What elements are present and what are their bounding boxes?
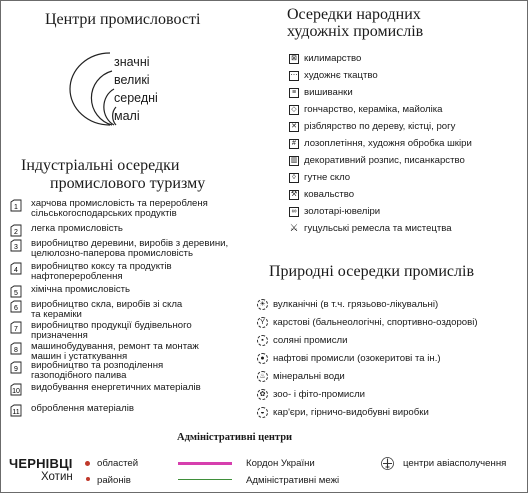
karst-icon: Y bbox=[257, 317, 268, 328]
natural-item: ♨ мінеральні води bbox=[257, 371, 345, 382]
forging-icon: ⚒ bbox=[290, 191, 298, 198]
folk-item: ∞ золотарі-ювеліри bbox=[289, 206, 380, 217]
folk-item: ⋯ художнє ткацтво bbox=[290, 70, 378, 81]
industrial-item: 7 виробництво продукції будівельного призначення bbox=[10, 321, 270, 345]
svg-text:8: 8 bbox=[14, 347, 18, 354]
folk-item: ⊠ килимарство bbox=[289, 53, 361, 64]
hutsul-icon: ⚔ bbox=[289, 223, 299, 234]
weaving-icon: ⋯ bbox=[290, 72, 298, 79]
natural-item: ◒ кар'єри, гірничо-видобувні виробки bbox=[257, 407, 429, 418]
natural-item: ✿ зоо- і фіто-промисли bbox=[257, 389, 365, 400]
size-medium: середні bbox=[114, 91, 158, 105]
arc-large bbox=[91, 71, 112, 125]
glass-icon: ◊ bbox=[289, 173, 299, 183]
arc-significant bbox=[70, 53, 110, 125]
raion-label: районів bbox=[97, 475, 131, 486]
folk-item: ✕ різблярство по дереву, кістці, рогу bbox=[289, 121, 455, 132]
folk-item: ⚔ гуцульські ремесла та мистецтва bbox=[289, 223, 452, 234]
quarry-icon: ◒ bbox=[257, 407, 268, 418]
airport-label: центри авіасполучення bbox=[403, 458, 507, 469]
volcanic-icon: ☀ bbox=[257, 299, 268, 310]
painting-icon: ▥ bbox=[290, 157, 298, 164]
number-marker-icon bbox=[10, 300, 22, 313]
industrial-item: 8 машинобудування, ремонт та монтаж машин і устаткування bbox=[10, 342, 270, 366]
industrial-item: 9 виробництво та розподілення газоподібного палива bbox=[10, 361, 270, 385]
svg-text:11: 11 bbox=[12, 409, 20, 416]
natural-item: ☀ вулканічні (в т.ч. грязьово-лікувальні) bbox=[257, 299, 438, 310]
industrial-item: 11 оброблення матеріалів bbox=[10, 404, 270, 418]
embroidery-icon: ≡ bbox=[289, 88, 299, 98]
natural-item: ▪ соляні промисли bbox=[257, 335, 348, 346]
folk-title-line1: Осередки народних bbox=[287, 6, 421, 23]
raion-example: Хотин bbox=[41, 471, 73, 483]
woodcarving-icon: ✕ bbox=[289, 122, 299, 132]
oblast-example: ЧЕРНІВЦІ bbox=[9, 456, 73, 471]
size-small: малі bbox=[114, 109, 140, 123]
svg-text:3: 3 bbox=[14, 244, 18, 251]
svg-text:9: 9 bbox=[14, 366, 18, 373]
industrial-item: 10 видобування енергетичних матеріалів bbox=[10, 383, 270, 397]
industrial-item: 1 харчова промисловість та переробленя сільськогосподарських продуктів bbox=[10, 199, 270, 223]
folk-title-line2: художніх промислів bbox=[287, 23, 424, 40]
industrial-item: 4 виробництво коксу та продуктів нафтоперероблення bbox=[10, 262, 270, 286]
size-large: великі bbox=[114, 73, 150, 87]
oblast-label: областей bbox=[97, 458, 139, 469]
svg-text:7: 7 bbox=[14, 326, 18, 333]
folk-item: ▥ декоративний розпис, писанкарство bbox=[290, 155, 465, 166]
industrial-title-line2: промислового туризму bbox=[50, 175, 206, 192]
kilim-icon: ⊠ bbox=[289, 54, 299, 64]
folk-item: # лозоплетіння, художня обробка шкіри bbox=[289, 138, 472, 149]
oblast-dot-icon bbox=[85, 461, 90, 466]
leather-icon: # bbox=[289, 139, 299, 149]
number-marker-icon bbox=[10, 285, 22, 298]
size-significant: значні bbox=[114, 55, 150, 69]
folk-item: ◊ гутне скло bbox=[289, 172, 350, 183]
admin-border-line bbox=[178, 479, 232, 480]
admin-title: Адміністративні центри bbox=[177, 432, 293, 443]
zoo-phyto-icon: ✿ bbox=[257, 389, 268, 400]
raion-dot-icon bbox=[86, 477, 90, 481]
number-marker-icon bbox=[10, 262, 22, 275]
jewelry-icon: ∞ bbox=[289, 207, 299, 217]
industrial-item: 6 виробництво скла, виробів зі скла та кераміки bbox=[10, 300, 270, 324]
industrial-title-line1: Індустріальні осередки bbox=[21, 157, 180, 174]
industrial-item: 3 виробництво деревини, виробів з деревини, целюлозно-паперова промисловість bbox=[10, 239, 270, 263]
svg-text:2: 2 bbox=[14, 229, 18, 236]
svg-text:1: 1 bbox=[14, 204, 18, 211]
number-marker-icon bbox=[10, 321, 22, 334]
svg-text:6: 6 bbox=[14, 305, 18, 312]
folk-item: ⚒ ковальство bbox=[290, 189, 355, 200]
svg-text:5: 5 bbox=[14, 290, 18, 297]
folk-item: ◇ гончарство, кераміка, майоліка bbox=[289, 104, 442, 115]
pottery-icon: ◇ bbox=[289, 105, 299, 115]
svg-text:4: 4 bbox=[14, 267, 18, 274]
folk-item: ≡ вишиванки bbox=[289, 87, 353, 98]
airplane-icon bbox=[381, 457, 394, 470]
natural-item: ● нафтові промисли (озокеритові та ін.) bbox=[257, 353, 441, 364]
centers-title: Центри промисловості bbox=[45, 11, 201, 28]
number-marker-icon bbox=[10, 224, 22, 237]
oil-icon: ● bbox=[257, 353, 268, 364]
mineral-water-icon: ♨ bbox=[257, 371, 268, 382]
natural-title: Природні осередки промислів bbox=[269, 263, 474, 280]
industrial-item: 5 хімічна промисловість bbox=[10, 285, 270, 299]
admin-border-label: Адміністративні межі bbox=[246, 475, 340, 486]
number-marker-icon bbox=[10, 404, 22, 417]
salt-icon: ▪ bbox=[257, 335, 268, 346]
svg-text:10: 10 bbox=[12, 388, 20, 395]
number-marker-icon bbox=[10, 342, 22, 355]
natural-item: Y карстові (бальнеологічні, спортивно-оздорові) bbox=[257, 317, 478, 328]
number-marker-icon bbox=[10, 383, 22, 396]
country-border-label: Кордон України bbox=[246, 458, 315, 469]
country-border-line bbox=[178, 462, 232, 465]
industrial-item: 2 легка промисловість bbox=[10, 224, 270, 238]
number-marker-icon bbox=[10, 361, 22, 374]
number-marker-icon bbox=[10, 199, 22, 212]
number-marker-icon bbox=[10, 239, 22, 252]
